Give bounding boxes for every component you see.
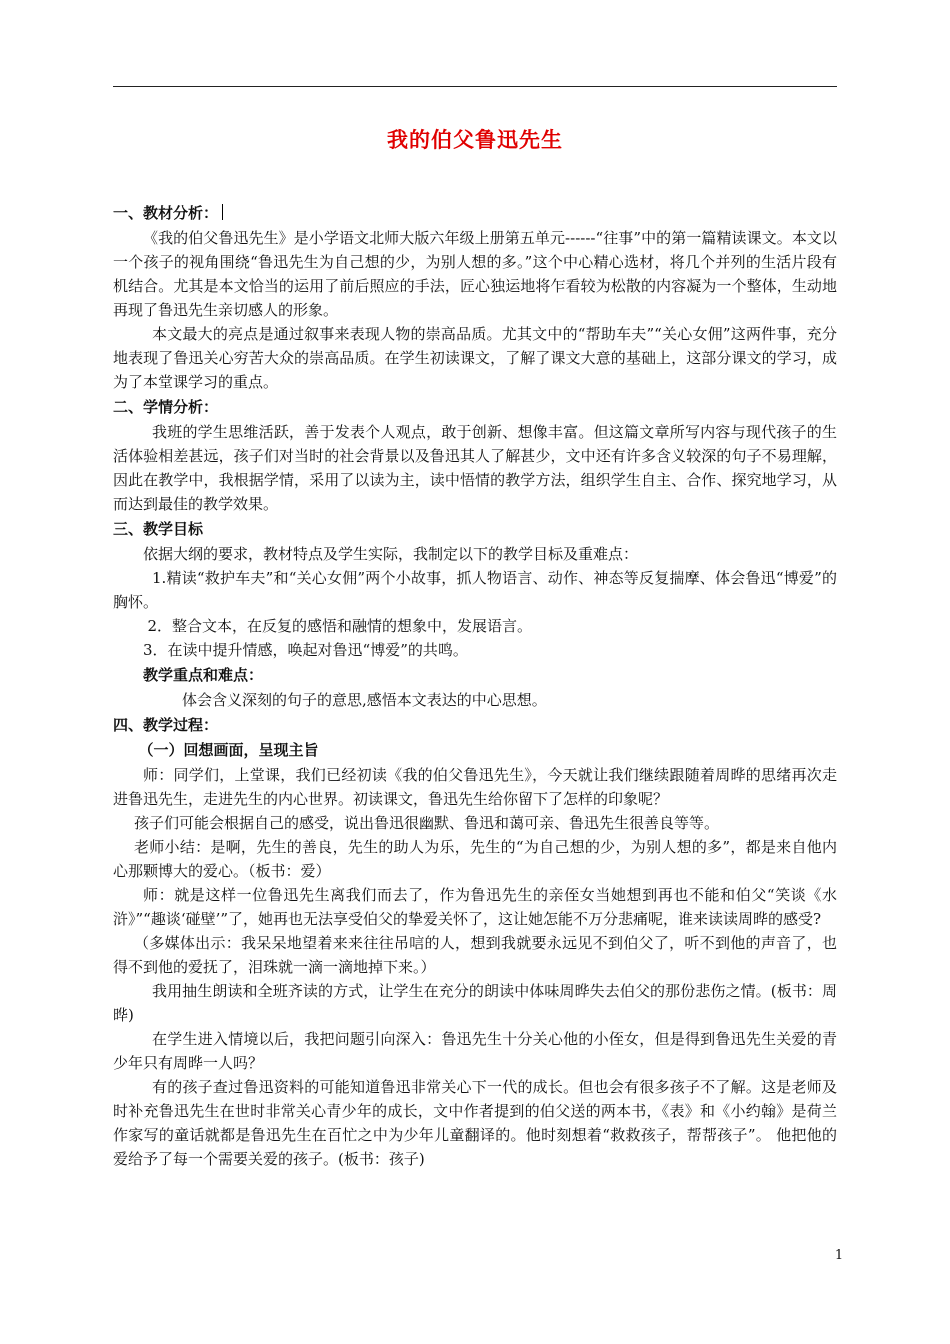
page-number: 1	[834, 1248, 844, 1263]
section-heading-students: 二、学情分析：	[113, 398, 219, 416]
goal-item: 2．整合文本，在反复的感悟和融情的想象中，发展语言。	[147, 617, 533, 635]
goal-item: 3．在读中提升情感，唤起对鲁迅“博爱”的共鸣。	[143, 641, 468, 659]
paragraph: 《我的伯父鲁迅先生》是小学语文北师大版六年级上册第五单元------“往事”中的第一篇精读课文。本文以一个孩子的视角围绕“鲁迅先生为自己想的少，为别人想的多。”这个中心精心选材，将几个并列的生活片段有机结合。尤其是本文恰当的运用了前后照应的手法，匠心独运地将乍看较为松散的内容凝为一个整体，生动地再现了鲁迅先生亲切感人的形象。	[113, 229, 837, 319]
subheading-step-one: （一）回想画面，呈现主旨	[138, 741, 319, 759]
subheading-key-points: 教学重点和难点：	[143, 666, 264, 684]
goal-item: 1.精读“救护车夫”和“关心女佣”两个小故事，抓人物语言、动作、神态等反复揣摩、体会鲁迅“博爱”的胸怀。	[113, 569, 837, 611]
paragraph: 有的孩子查过鲁迅资料的可能知道鲁迅非常关心下一代的成长。但也会有很多孩子不了解。这是老师及时补充鲁迅先生在世时非常关心青少年的成长，文中作者提到的伯父送的两本书，《表》和《小约翰》是荷兰作家写的童话就都是鲁迅先生在百忙之中为少年儿童翻译的。他时刻想着“救救孩子，帮帮孩子”。 他把他的爱给予了每一个需要关爱的孩子。(板书：孩子)	[113, 1078, 837, 1168]
text-cursor	[222, 204, 223, 220]
document-body	[113, 200, 837, 1171]
paragraph: 师：同学们，上堂课，我们已经初读《我的伯父鲁迅先生》，今天就让我们继续跟随着周晔的思绪再次走进鲁迅先生，走进先生的内心世界。初读课文，鲁迅先生给你留下了怎样的印象呢？	[113, 766, 837, 808]
paragraph: 体会含义深刻的句子的意思,感悟本文表达的中心思想。	[182, 691, 547, 709]
section-heading-process: 四、教学过程：	[113, 716, 219, 734]
section-heading-analysis: 一、教材分析：	[113, 201, 837, 225]
paragraph: 孩子们可能会根据自己的感受，说出鲁迅很幽默、鲁迅和蔼可亲、鲁迅先生很善良等等。	[134, 814, 720, 832]
paragraph: 老师小结：是啊，先生的善良，先生的助人为乐，先生的“为自己想的少，为别人想的多”，都是来自他内心那颗博大的爱心。（板书：爱）	[113, 838, 837, 880]
paragraph: 师：就是这样一位鲁迅先生离我们而去了，作为鲁迅先生的亲侄女当她想到再也不能和伯父“笑谈《水浒》”“趣谈‘碰壁’”了，她再也无法享受伯父的挚爱关怀了，这让她怎能不万分悲痛呢，谁来读读周晔的感受?	[113, 886, 837, 928]
paragraph: （多媒体出示：我呆呆地望着来来往往吊唁的人，想到我就要永远见不到伯父了，听不到他的声音了，也得不到他的爱抚了，泪珠就一滴一滴地掉下来。）	[113, 934, 837, 976]
section-heading-goals: 三、教学目标	[113, 520, 204, 538]
header-rule	[113, 86, 837, 87]
paragraph: 本文最大的亮点是通过叙事来表现人物的崇高品质。尤其文中的“帮助车夫”“关心女佣”这两件事，充分地表现了鲁迅关心穷苦大众的崇高品质。在学生初读课文，了解了课文大意的基础上，这部分课文的学习，成为了本堂课学习的重点。	[113, 325, 837, 391]
paragraph: 我用抽生朗读和全班齐读的方式，让学生在充分的朗读中体味周晔失去伯父的那份悲伤之情。(板书：周晔)	[113, 982, 837, 1024]
document-title: 我的伯父鲁迅先生	[387, 128, 563, 152]
paragraph: 我班的学生思维活跃，善于发表个人观点，敢于创新、想像丰富。但这篇文章所写内容与现代孩子的生活体验相差甚远，孩子们对当时的社会背景以及鲁迅其人了解甚少，文中还有许多含义较深的句子不易理解，因此在教学中，我根据学情，采用了以读为主，读中悟情的教学方法，组织学生自主、合作、探究地学习，从而达到最佳的教学效果。	[113, 423, 837, 513]
paragraph: 依据大纲的要求，教材特点及学生实际，我制定以下的教学目标及重难点：	[143, 545, 639, 563]
paragraph: 在学生进入情境以后，我把问题引向深入：鲁迅先生十分关心他的小侄女，但是得到鲁迅先生关爱的青少年只有周晔一人吗？	[113, 1030, 837, 1072]
